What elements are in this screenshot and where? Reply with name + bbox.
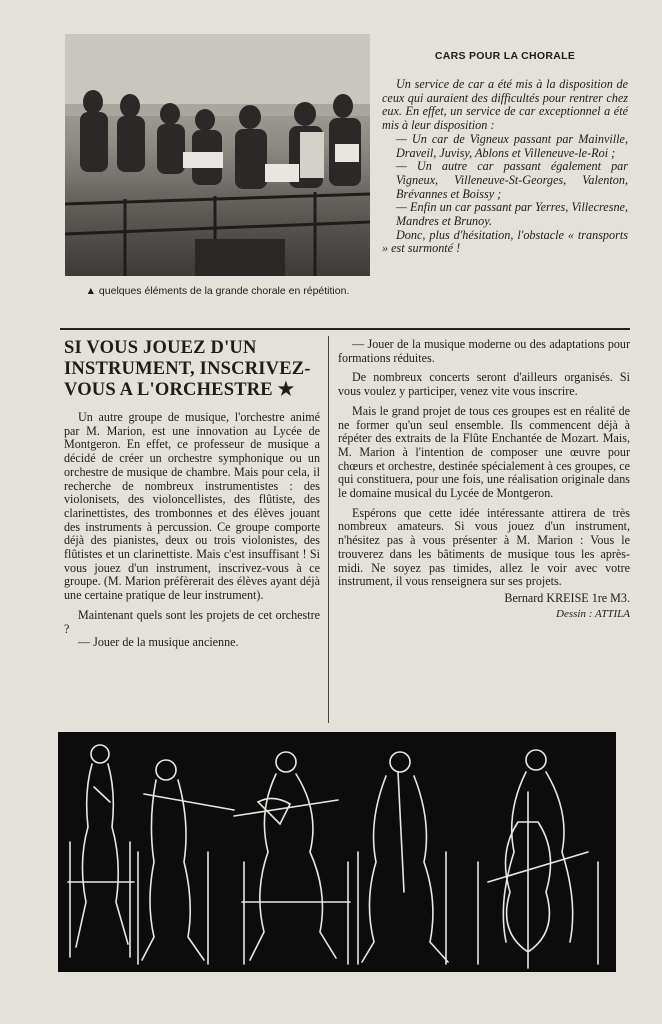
flute-player (138, 760, 234, 964)
cars-paragraph: Donc, plus d'hésitation, l'obstacle « transports » est surmonté ! (382, 227, 628, 256)
article-paragraph: — Jouer de la musique ancienne. (78, 635, 239, 650)
cars-paragraph: — Un car de Vigneux passant par Mainville, Draveil, Juvisy, Ablons et Villeneuve-le-Roi ; (396, 131, 628, 160)
article-headline: SI VOUS JOUEZ D'UN INSTRUMENT, INSCRIVEZ-VOUS A L'ORCHESTRE ★ (64, 338, 311, 400)
article-paragraph: Un autre groupe de musique, l'orchestre animé par M. Marion, est une innovation au Lycée de Montgeron. En effet, ce professeur de musique a décidé de créer un orchestre symphonique ou un orchestre de musique de chambre. Mais pour cela, il recherche de nombreux instrumentistes : des violonisets, des violoncellistes, des flûtiste, des clarinettistes, des trombonnes et des élèves jouant des instruments à percussion. Ce groupe comporte déjà des pianistes, deux ou trois violonistes, des flûtistes et un clarinettiste. Mais c'est insuffisant ! Si vous jouez d'un instrument, inscrivez-vous à ce groupe. (M. Marion préfèrerait des élèves ayant déjà une certaine pratique de leur instrument). (64, 410, 320, 603)
section-divider (60, 328, 630, 330)
clarinet-player (358, 752, 448, 964)
article-paragraph: Espérons que cette idée intéressante attirera de très nombreux amateurs. Si vous jouez d'un instrument, n'hésitez pas à vous présenter à M. Marion : Vous le trouverez dans les bâtiments de musique tous les après-midi. Ne soyez pas timides, allez le voir avec votre instrument, il vous renseignera sur ses projets. (338, 505, 630, 589)
violinist (234, 752, 350, 964)
article-paragraph: — Jouer de la musique moderne ou des adaptations pour formations réduites. (338, 337, 630, 365)
column-divider (328, 336, 329, 723)
article-paragraph: Maintenant quels sont les projets de cet orchestre ? (64, 607, 320, 636)
photo-caption: ▲ quelques éléments de la grande chorale en répétition. (85, 285, 350, 297)
orchestra-drawing (58, 732, 616, 972)
drawing-credit: Dessin : ATTILA (556, 607, 630, 620)
cars-title: CARS POUR LA CHORALE (434, 50, 576, 62)
article-column-1 (64, 338, 320, 650)
cellist (478, 750, 598, 968)
article-signature: Bernard KREISE 1re M3. (504, 590, 630, 605)
musician-1 (68, 745, 134, 957)
chorale-photo (65, 34, 370, 276)
cars-paragraph: — Un autre car passant également par Vigneux, Villeneuve-St-Georges, Valenton, Brévannes et Boissy ; (396, 159, 628, 201)
article-column-2 (338, 338, 630, 620)
cars-paragraph: Un service de car a été mis à la disposition de ceux qui auraient des difficultés pour rentrer chez eux. En effet, un service de car exceptionnel a été mis à leur disposition : (382, 77, 628, 133)
article-paragraph: Mais le grand projet de tous ces groupes est en réalité de ne former qu'un seul ensemble. Ils commencent déjà à répéter des extraits de la Flûte Enchantée de Mozart. Mais, M. Marion à l'intention de composer une œuvre pour chœurs et orchestre, destinée spécialement à ces groupes, ce qui constituera, pour une fois, une réalisation originale dans le domaine musical du Lycée de Montgeron. (338, 403, 630, 501)
cars-body (382, 78, 628, 256)
article-paragraph: De nombreux concerts seront d'ailleurs organisés. Si vous voulez y participer, venez vite vous inscrire. (338, 370, 630, 399)
cars-paragraph: — Enfin un car passant par Yerres, Villecresne, Mandres et Brunoy. (396, 200, 628, 229)
